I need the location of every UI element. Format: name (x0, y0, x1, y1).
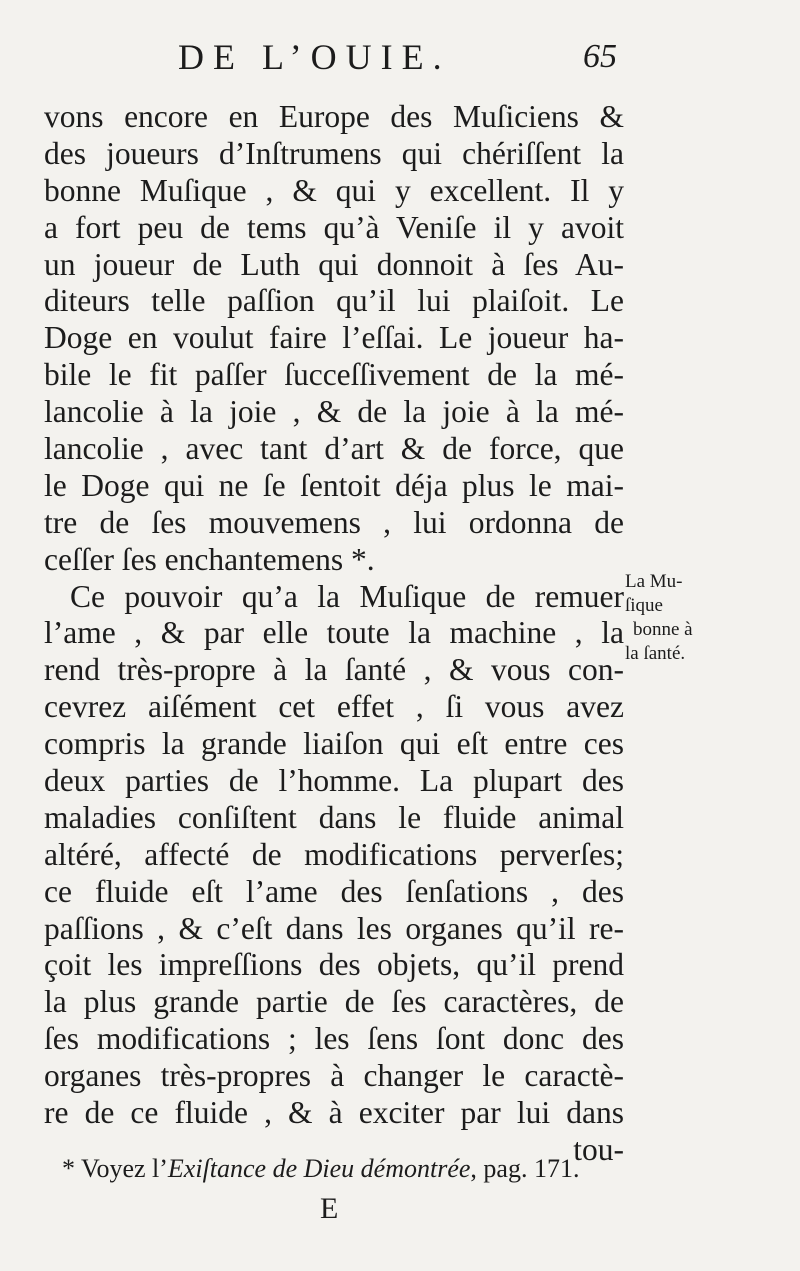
text-line: diteurs telle paſſion qu’il lui plaiſoit. Le (44, 283, 624, 319)
body-text (44, 99, 624, 1169)
footnote (62, 1154, 579, 1184)
signature-mark: E (320, 1192, 339, 1225)
paragraph-first-line: Ce pouvoir qu’a la Muſique de remuer (70, 578, 624, 614)
text-line: paſſions , & c’eſt dans les organes qu’il re- (44, 910, 624, 946)
page-number: 65 (583, 38, 617, 75)
text-line: bonne Muſique , & qui y excellent. Il y (44, 172, 624, 208)
catchword: tou- (573, 1131, 624, 1167)
text-line: a fort peu de tems qu’à Veniſe il y avoit (44, 209, 624, 245)
text-line: Doge en voulut faire l’eſſai. Le joueur ha- (44, 320, 624, 356)
text-line: le Doge qui ne ſe ſentoit déja plus le mai- (44, 467, 624, 503)
text-line: lancolie , avec tant d’art & de force, que (44, 431, 624, 467)
marginal-note-line: la ſanté. (625, 643, 686, 664)
marginal-note-line: La Mu- (625, 571, 683, 592)
text-line: compris la grande liaiſon qui eſt entre ces (44, 726, 624, 762)
text-line: des joueurs d’Inſtrumens qui chériſſent la (44, 135, 624, 171)
text-line: organes très-propres à changer le caractè- (44, 1058, 624, 1094)
marginal-note-line: bonne à (633, 619, 693, 640)
text-line: maladies conſiſtent dans le fluide animal (44, 799, 624, 835)
text-line: altéré, affecté de modifications perverſes; (44, 836, 624, 872)
text-line: ce fluide eſt l’ame des ſenſations , des (44, 873, 624, 909)
text-line: çoit les impreſſions des objets, qu’il prend (44, 947, 624, 983)
text-line: lancolie à la joie , & de la joie à la mé- (44, 394, 624, 430)
text-line: deux parties de l’homme. La plupart des (44, 763, 624, 799)
footnote-cited-title: Exiſtance de Dieu démontrée (167, 1154, 471, 1183)
marginal-note-line: ſique (625, 595, 663, 616)
footnote-reference: , pag. 171. (470, 1154, 580, 1183)
text-line: rend très-propre à la ſanté , & vous con- (44, 652, 624, 688)
text-line: cevrez aiſément cet effet , ſi vous avez (44, 689, 624, 725)
text-line: bile le fit paſſer ſucceſſivement de la mé- (44, 357, 624, 393)
footnote-marker: * Voyez l’ (62, 1154, 168, 1183)
text-line: la plus grande partie de ſes caractères, de (44, 984, 624, 1020)
text-line: ceſſer ſes enchantemens *. (44, 541, 375, 577)
running-head (0, 36, 800, 86)
text-line: vons encore en Europe des Muſiciens & (44, 99, 624, 134)
text-line: tre de ſes mouvemens , lui ordonna de (44, 504, 624, 540)
marginal-note (625, 570, 715, 666)
text-line: un joueur de Luth qui donnoit à ſes Au- (44, 246, 624, 282)
running-title: DE L’OUIE. (178, 37, 451, 77)
text-line: ſes modifications ; les ſens ſont donc des (44, 1021, 624, 1057)
text-line: l’ame , & par elle toute la machine , la (44, 615, 624, 651)
text-line: re de ce fluide , & à exciter par lui dans (44, 1095, 624, 1131)
